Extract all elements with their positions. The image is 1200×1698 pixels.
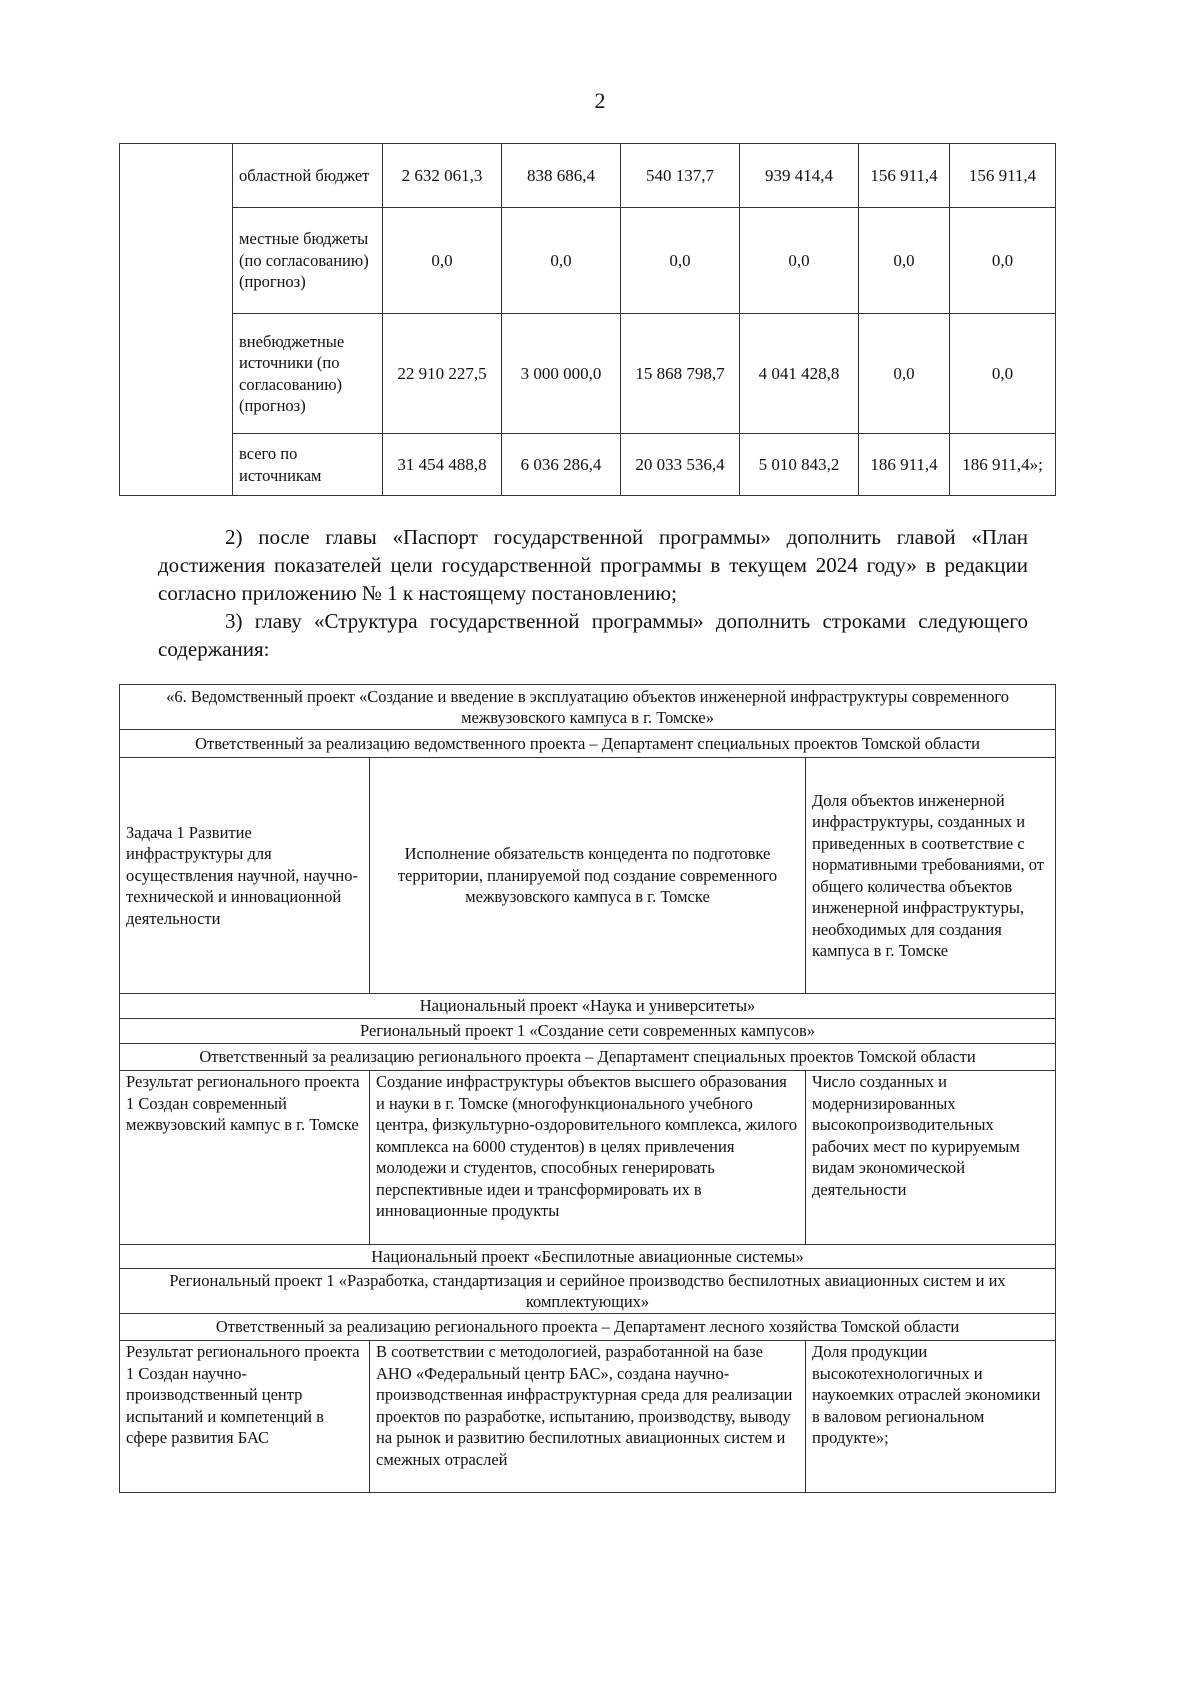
body-text bbox=[158, 523, 1028, 663]
result-cell: Результат регионального проекта 1 Создан научно-производственный центр испытаний и компетенций в сфере развития БАС bbox=[120, 1341, 370, 1493]
value-cell: 156 911,4 bbox=[859, 144, 950, 208]
value-cell: 186 911,4»; bbox=[950, 434, 1056, 496]
value-cell: 0,0 bbox=[859, 314, 950, 434]
table-row bbox=[120, 994, 1056, 1019]
indicator-cell: Доля объектов инженерной инфраструктуры, созданных и приведенных в соответствие с нормативными требованиями, от общего количества объектов инженерной инфраструктуры, необходимых для создания кампуса в г. Томске bbox=[806, 758, 1056, 994]
paragraph-2: 2) после главы «Паспорт государственной программы» дополнить главой «План достижения показателей цели государственной программы в текущем 2024 году» в редакции согласно приложению № 1 к настоящему постановлению; bbox=[158, 525, 1028, 605]
value-cell: 156 911,4 bbox=[950, 144, 1056, 208]
paragraph-3: 3) главу «Структура государственной программы» дополнить строками следующего содержания: bbox=[158, 609, 1028, 661]
row-label: внебюджетные источники (по согласованию) (прогноз) bbox=[233, 314, 383, 434]
regional-responsible: Ответственный за реализацию регионального проекта – Департамент лесного хозяйства Томской области bbox=[120, 1314, 1056, 1341]
value-cell: 0,0 bbox=[950, 314, 1056, 434]
table-row bbox=[120, 1269, 1056, 1314]
value-cell: 939 414,4 bbox=[740, 144, 859, 208]
table-row bbox=[120, 1071, 1056, 1245]
table-row bbox=[120, 314, 1056, 434]
row-label: всего по источникам bbox=[233, 434, 383, 496]
value-cell: 20 033 536,4 bbox=[621, 434, 740, 496]
table-row bbox=[120, 685, 1056, 730]
value-cell: 5 010 843,2 bbox=[740, 434, 859, 496]
project-title: «6. Ведомственный проект «Создание и введение в эксплуатацию объектов инженерной инфраструктуры современного межвузовского кампуса в г. Томске» bbox=[120, 685, 1056, 730]
table-row bbox=[120, 434, 1056, 496]
row-label: областной бюджет bbox=[233, 144, 383, 208]
result-cell: Результат регионального проекта 1 Создан современный межвузовский кампус в г. Томске bbox=[120, 1071, 370, 1245]
value-cell: 0,0 bbox=[502, 208, 621, 314]
table-row bbox=[120, 1019, 1056, 1044]
value-cell: 0,0 bbox=[383, 208, 502, 314]
indicator-cell: Число созданных и модернизированных высокопроизводительных рабочих мест по курируемым видам экономической деятельности bbox=[806, 1071, 1056, 1245]
regional-responsible: Ответственный за реализацию регионального проекта – Департамент специальных проектов Томской области bbox=[120, 1044, 1056, 1071]
table-row bbox=[120, 208, 1056, 314]
project-responsible: Ответственный за реализацию ведомственного проекта – Департамент специальных проектов Томской области bbox=[120, 730, 1056, 758]
regional-project: Региональный проект 1 «Создание сети современных кампусов» bbox=[120, 1019, 1056, 1044]
value-cell: 0,0 bbox=[621, 208, 740, 314]
value-cell: 0,0 bbox=[950, 208, 1056, 314]
table-row bbox=[120, 758, 1056, 994]
description-cell: Исполнение обязательств концедента по подготовке территории, планируемой под создание современного межвузовского кампуса в г. Томске bbox=[370, 758, 806, 994]
table-row bbox=[120, 730, 1056, 758]
row-label: местные бюджеты (по согласованию) (прогноз) bbox=[233, 208, 383, 314]
value-cell: 4 041 428,8 bbox=[740, 314, 859, 434]
task-cell: Задача 1 Развитие инфраструктуры для осуществления научной, научно-технической и инновационной деятельности bbox=[120, 758, 370, 994]
table-row bbox=[120, 1245, 1056, 1269]
structure-table bbox=[119, 684, 1056, 1493]
national-project: Национальный проект «Наука и университеты» bbox=[120, 994, 1056, 1019]
value-cell: 6 036 286,4 bbox=[502, 434, 621, 496]
value-cell: 540 137,7 bbox=[621, 144, 740, 208]
value-cell: 3 000 000,0 bbox=[502, 314, 621, 434]
description-cell: В соответствии с методологией, разработанной на базе АНО «Федеральный центр БАС», создана научно-производственная инфраструктурная среда для реализации проектов по разработке, испытанию, производству, выводу на рынок и развитию беспилотных авиационных систем и смежных отраслей bbox=[370, 1341, 806, 1493]
table-row bbox=[120, 1044, 1056, 1071]
value-cell: 838 686,4 bbox=[502, 144, 621, 208]
funding-table bbox=[119, 143, 1056, 496]
value-cell: 0,0 bbox=[859, 208, 950, 314]
value-cell: 22 910 227,5 bbox=[383, 314, 502, 434]
value-cell: 186 911,4 bbox=[859, 434, 950, 496]
description-cell: Создание инфраструктуры объектов высшего образования и науки в г. Томске (многофункционального учебного центра, физкультурно-оздоровительного комплекса, жилого комплекса на 6000 студентов) в целях привлечения молодежи и студентов, способных генерировать перспективные идеи и трансформировать их в инновационные продукты bbox=[370, 1071, 806, 1245]
value-cell: 15 868 798,7 bbox=[621, 314, 740, 434]
page-number: 2 bbox=[594, 88, 606, 113]
indicator-cell: Доля продукции высокотехнологичных и наукоемких отраслей экономики в валовом региональном продукте»; bbox=[806, 1341, 1056, 1493]
empty-cell bbox=[120, 144, 233, 496]
value-cell: 31 454 488,8 bbox=[383, 434, 502, 496]
value-cell: 2 632 061,3 bbox=[383, 144, 502, 208]
table-row bbox=[120, 1341, 1056, 1493]
value-cell: 0,0 bbox=[740, 208, 859, 314]
regional-project: Региональный проект 1 «Разработка, стандартизация и серийное производство беспилотных авиационных систем и их комплектующих» bbox=[120, 1269, 1056, 1314]
national-project: Национальный проект «Беспилотные авиационные системы» bbox=[120, 1245, 1056, 1269]
table-row bbox=[120, 144, 1056, 208]
table-row bbox=[120, 1314, 1056, 1341]
